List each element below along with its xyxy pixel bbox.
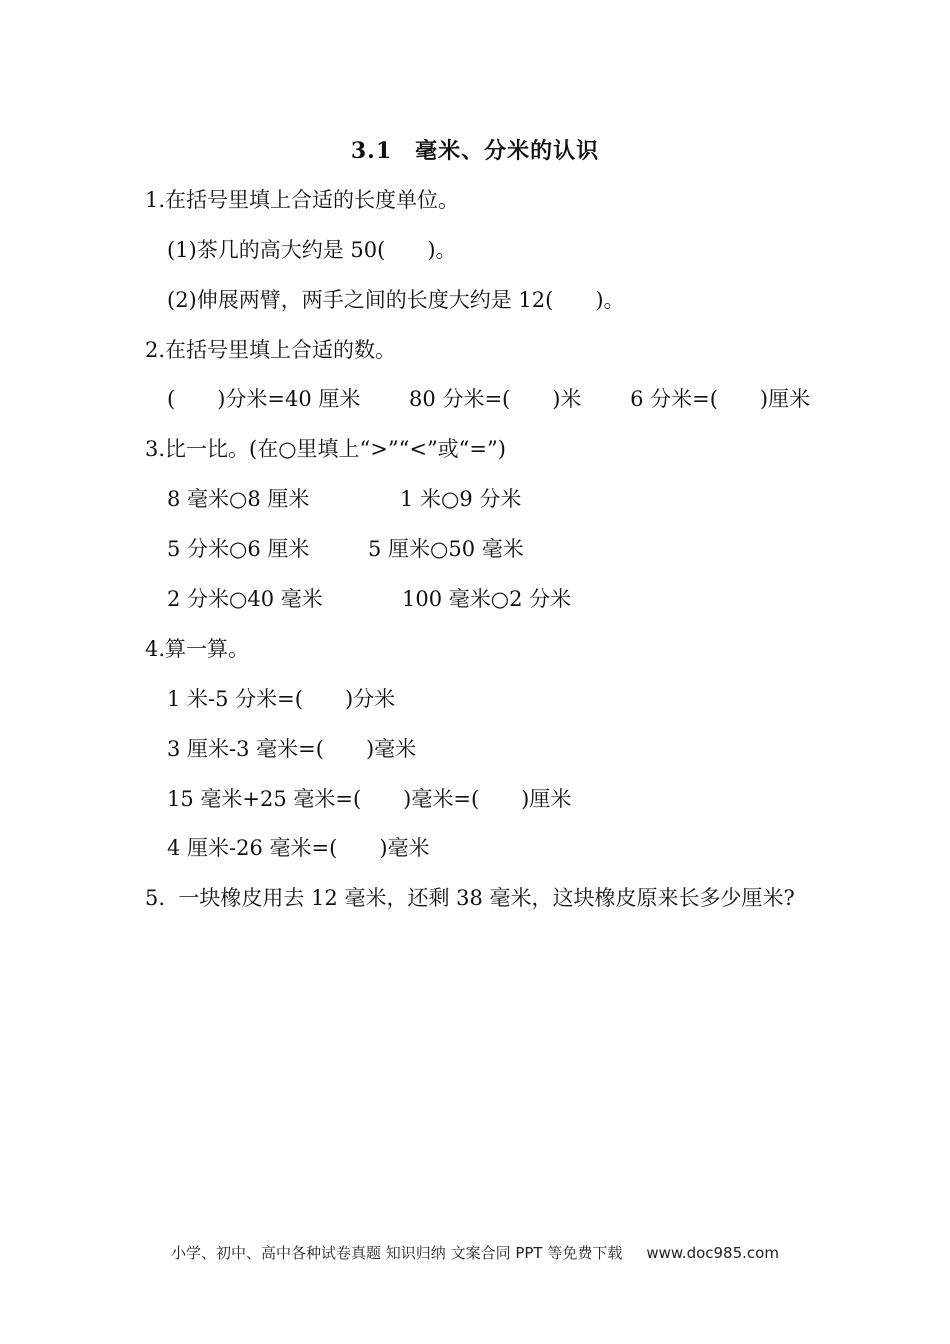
footer xyxy=(0,1242,950,1263)
question-2-line: ( )分米=40 厘米 80 分米=( )米 6 分米=( )厘米 xyxy=(167,387,811,411)
compare-item: 5 厘米○50 毫米 xyxy=(368,537,524,561)
question-3-stem: 3.比一比。(在○里填上“>”“<”或“=”) xyxy=(145,437,506,461)
footer-url[interactable]: www.doc985.com xyxy=(646,1244,779,1262)
calc-item: 15 毫米+25 毫米=( )毫米=( )厘米 xyxy=(167,787,572,811)
calc-item: 4 厘米-26 毫米=( )毫米 xyxy=(167,836,430,860)
compare-item: 5 分米○6 厘米 xyxy=(167,537,310,561)
calc-item: 3 厘米-3 毫米=( )毫米 xyxy=(167,737,417,761)
question-1-item-1: (1)茶几的高大约是 50( )。 xyxy=(167,238,457,262)
compare-item: 2 分米○40 毫米 xyxy=(167,587,323,611)
question-4-stem: 4.算一算。 xyxy=(145,637,250,661)
question-2-stem: 2.在括号里填上合适的数。 xyxy=(145,338,397,362)
footer-text: 小学、初中、高中各种试卷真题 知识归纳 文案合同 PPT 等免费下载 xyxy=(171,1244,623,1262)
question-1-item-2: (2)伸展两臂，两手之间的长度大约是 12( )。 xyxy=(167,288,625,312)
compare-item: 1 米○9 分米 xyxy=(400,487,522,511)
question-5-stem: 5. 一块橡皮用去 12 毫米，还剩 38 毫米，这块橡皮原来长多少厘米? xyxy=(145,886,795,910)
question-1-stem: 1.在括号里填上合适的长度单位。 xyxy=(145,188,460,212)
compare-item: 100 毫米○2 分米 xyxy=(402,587,572,611)
page-title: 3.1 毫米、分米的认识 xyxy=(350,138,600,164)
calc-item: 1 米-5 分米=( )分米 xyxy=(167,687,396,711)
compare-item: 8 毫米○8 厘米 xyxy=(167,487,310,511)
